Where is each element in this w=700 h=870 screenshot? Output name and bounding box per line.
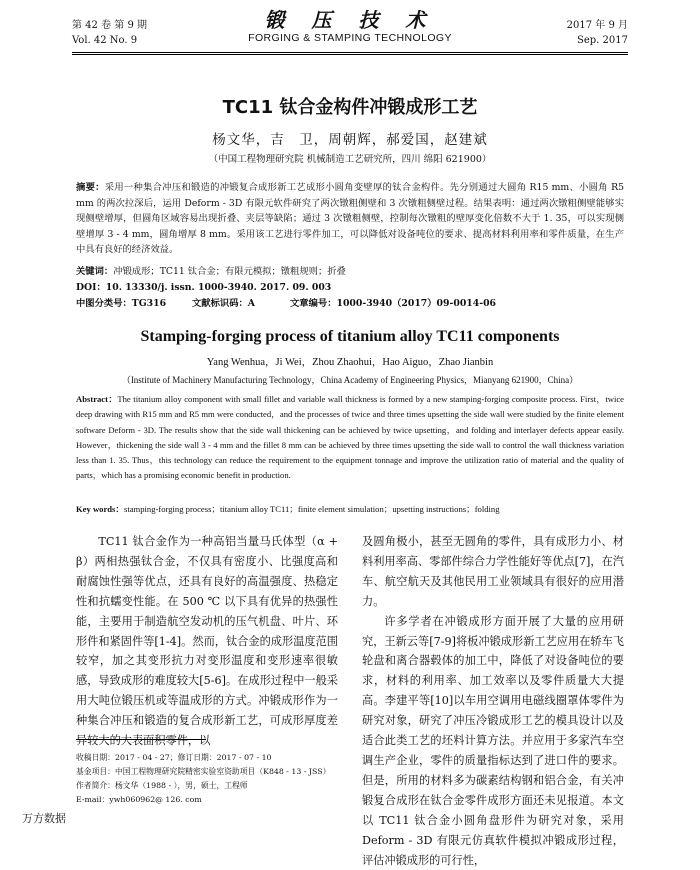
abstract-en-label: Abstract： bbox=[76, 394, 118, 404]
doi: DOI：10. 13330/j. issn. 1000-3940. 2017. 09. 003 bbox=[76, 282, 332, 293]
affiliation-en: （Institute of Machinery Manufacturing Technology，China Academy of Engineering Physics，Mianyang 621900，China） bbox=[121, 375, 579, 385]
footnote-author: 作者简介：杨文华（1988 - ），男，硕士，工程师 bbox=[76, 781, 248, 790]
keywords-en bbox=[76, 502, 624, 517]
date-cn: 2017 年 9 月 bbox=[566, 20, 628, 31]
keywords-en-text: stamping-forging process；titanium alloy TC11；finite element simulation；upsetting instructions；folding bbox=[123, 504, 500, 514]
abstract-en-text: The titanium alloy component with small fillet and variable wall thickness is formed by a new stamping-forging composite process. First，twice deep drawing with R15 mm and R5 mm were conducted，and the processes of twice and three times upsetting the side wall were studied by the finite element software Deform - 3D. The results show that the side wall thickening can be achieved by twice upsetting，and folding and interlayer defects appear easily. However，thickening the side wall 3 - 4 mm and the fillet 8 mm can be achieved by three times upsetting the side wall to control the wall thickness variation less than 1. 35. Thus，this technology can reduce the requirement to the equipment tonnage and improve the utilization ratio of material and the quality of parts，which has a promising economic benefit in production. bbox=[76, 394, 624, 481]
classification-doc-code: 文献标识码：A bbox=[192, 298, 255, 309]
authors-cn: 杨文华，吉 卫，周朝辉，郝爱国，赵建斌 bbox=[212, 132, 488, 148]
authors-en: Yang Wenhua，Ji Wei，Zhou Zhaohui，Hao Aiguo，Zhao Jianbin bbox=[206, 357, 494, 368]
header-rule-thin bbox=[72, 54, 628, 55]
keywords-en-label: Key words： bbox=[76, 504, 124, 514]
paper-title-cn: TC11 钛合金构件冲锻成形工艺 bbox=[222, 97, 478, 118]
keywords-cn-text: 冲锻成形；TC11 钛合金；有限元模拟；镦粗规则；折叠 bbox=[113, 266, 346, 277]
footnote-received: 收稿日期：2017 - 04 - 27；修订日期：2017 - 07 - 10 bbox=[76, 753, 272, 762]
date-en: Sep. 2017 bbox=[577, 35, 628, 46]
abstract-cn-label: 摘要： bbox=[76, 182, 105, 193]
body-paragraph-continued: 及圆角极小，甚至无圆角的零件，具有成形力小、材料利用率高、零部件综合力学性能好等优点[7]，在汽车、航空航天及其他民用工业领域具有很好的应用潜力。 bbox=[362, 535, 624, 608]
keywords-cn-label: 关键词： bbox=[76, 266, 114, 277]
body-paragraph: 许多学者在冲锻成形方面开展了大量的应用研究，王新云等[7-9]将板冲锻成形新工艺应用在轿车飞轮盘和离合器毂体的加工中，降低了对设备吨位的要求，材料的利用率、加工效率以及零件质量大大提高。李建平等[10]以车用空调用电磁线圈罩体零件为研究对象，研究了冲压冷锻成形工艺的模具设计以及适合此类工艺的坯料计算方法。并应用于多家汽车空调生产企业，零件的质量指标达到了进口件的要求。但是，所用的材料多为碳素结构钢和铝合金，有关冲锻复合成形在钛合金零件成形方面还未见报道。本文以 TC11 钛合金小圆角盘形件为研究对象，采用 Deform - 3D 有限元仿真软件模拟冲锻成形过程，评估冲锻成形的可行性， bbox=[362, 614, 624, 867]
volume-info bbox=[72, 18, 147, 48]
footnote-email: E-mail：ywh060962@ 126. com bbox=[76, 795, 202, 804]
footnote bbox=[76, 751, 338, 807]
header-rule bbox=[72, 52, 628, 53]
keywords-cn bbox=[76, 264, 346, 279]
paper-title-en: Stamping-forging process of titanium alloy TC11 components bbox=[140, 328, 560, 345]
body-paragraph: TC11 钛合金作为一种高铝当量马氏体型（α + β）两相热强钛合金，不仅具有密度小、比强度高和耐腐蚀性强等优点，还具有良好的高温强度、热稳定性和抗蠕变性能。在 500 ℃ 以下具有优异的热强性能，主要用于制造航空发动机的压气机盘、叶片、环形件和紧固件等[1-4]。然而，钛合金的成形温度范围较窄，加之其变形抗力对变形温度和变形速率很敏感，导致成形的难度较大[5-6]。在成形过程中一般采用大吨位锻压机或等温成形的方式。冲锻成形作为一种集合冲压和锻造的复合成形新工艺，可成形厚度差异较大的大表面积零件，以 bbox=[76, 535, 338, 748]
journal-masthead bbox=[230, 8, 470, 45]
abstract-cn bbox=[76, 180, 624, 258]
body-column-left bbox=[76, 532, 338, 751]
body-column-right bbox=[362, 532, 624, 870]
watermark: 万方数据 bbox=[22, 812, 66, 825]
volume-en: Vol. 42 No. 9 bbox=[72, 35, 138, 46]
affiliation-cn: （中国工程物理研究院 机械制造工艺研究所，四川 绵阳 621900） bbox=[208, 154, 492, 165]
volume-cn: 第 42 卷 第 9 期 bbox=[72, 20, 147, 31]
classification-clc: 中图分类号：TG316 bbox=[76, 298, 167, 309]
abstract-en bbox=[76, 392, 624, 484]
abstract-cn-text: 采用一种集合冲压和锻造的冲锻复合成形新工艺成形小圆角变壁厚的钛合金构件。先分别通过大圆角 R15 mm、小圆角 R5 mm 的两次拉深后，运用 Deform - 3D 有限元软件研究了两次镦粗侧壁和 3 次镦粗侧壁过程。结果表明：通过两次镦粗侧壁能够实现侧壁增厚，但圆角区域容易出现折叠、夹层等缺陷；通过 3 次镦粗侧壁，控制每次镦粗的壁厚变化倍数不大于 1. 35，可以实现侧壁增厚 3 - 4 mm，圆角增厚 8 mm。采用该工艺进行零件加工，可以降低对设备吨位的要求、提高材料利用率和零件质量，在生产中具有良好的经济效益。 bbox=[76, 182, 624, 256]
issue-date bbox=[567, 18, 628, 48]
journal-name-cn: 锻 压 技 术 bbox=[264, 8, 436, 32]
footnote-fund: 基金项目：中国工程物理研究院精密实验室资助项目（K848 - 13 - JSS） bbox=[76, 767, 331, 776]
journal-name-en: FORGING & STAMPING TECHNOLOGY bbox=[248, 32, 452, 44]
article-number: 文章编号：1000-3940（2017）09-0014-06 bbox=[290, 298, 497, 309]
footnote-rule bbox=[76, 739, 206, 740]
